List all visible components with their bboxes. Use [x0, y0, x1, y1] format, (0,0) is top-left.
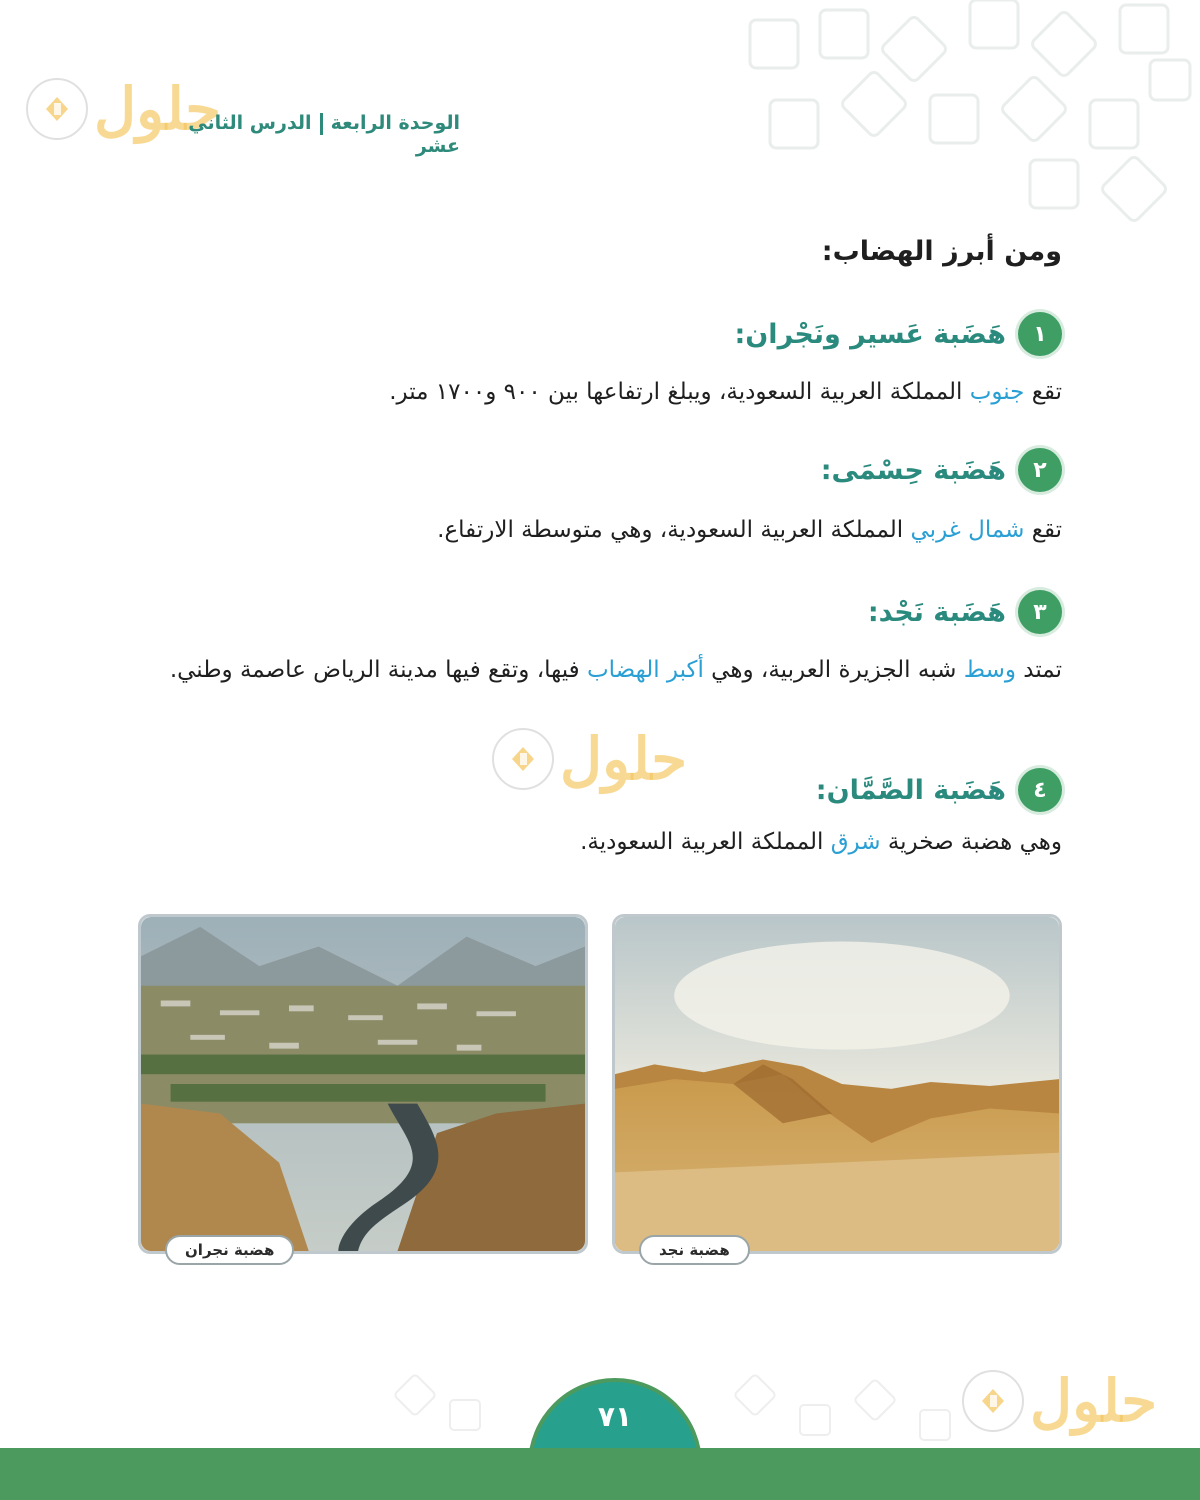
- size-highlight: أكبر الهضاب: [586, 657, 704, 683]
- desc-text: شبه الجزيرة العربية، وهي: [703, 657, 964, 683]
- photo-najd-plateau: [612, 914, 1062, 1259]
- unit-label: الوحدة الرابعة: [330, 112, 460, 134]
- plateau-name: هَضَبة حِسْمَى:: [820, 454, 1006, 486]
- plateau-name: هَضَبة الصَّمَّان:: [815, 774, 1006, 806]
- watermark-text: حلول: [1030, 1367, 1158, 1435]
- lesson-header: [140, 112, 460, 157]
- desc-text: تقع: [1024, 379, 1062, 405]
- desc-text: المملكة العربية السعودية.: [580, 829, 831, 855]
- watermark-book-icon: [26, 78, 88, 140]
- watermark-book-icon: [962, 1370, 1024, 1432]
- plateau-title-3: [868, 590, 1062, 634]
- plateau-title-2: [821, 448, 1062, 492]
- desc-text: تمتد: [1015, 657, 1062, 683]
- lesson-label: الدرس الثاني عشر: [188, 112, 460, 157]
- direction-highlight: جنوب: [969, 379, 1025, 405]
- number-badge: ٤: [1018, 768, 1062, 812]
- number-badge: ٣: [1018, 590, 1062, 634]
- desc-text: المملكة العربية السعودية، وهي متوسطة الارتفاع.: [437, 517, 911, 543]
- direction-highlight: شمال غربي: [910, 517, 1025, 543]
- photo-caption: هضبة نجد: [639, 1235, 750, 1265]
- najd-landscape-image: [615, 917, 1059, 1251]
- plateau-description-1: [132, 370, 1062, 415]
- plateau-description-4: [132, 820, 1062, 865]
- watermark-logo-middle: [492, 725, 688, 793]
- header-separator: [320, 113, 323, 135]
- watermark-logo-bottom: [962, 1367, 1158, 1435]
- desc-text: وهي هضبة صخرية: [880, 829, 1062, 855]
- photo-caption: هضبة نجران: [165, 1235, 294, 1265]
- section-intro: ومن أبرز الهضاب:: [821, 236, 1062, 267]
- plateau-name: هَضَبة عَسير ونَجْران:: [734, 318, 1006, 350]
- desc-text: المملكة العربية السعودية، ويبلغ ارتفاعها بين ٩٠٠ و١٧٠٠ متر.: [389, 379, 970, 405]
- plateau-description-2: [132, 508, 1062, 553]
- direction-highlight: شرق: [830, 829, 881, 855]
- desc-text: فيها، وتقع فيها مدينة الرياض عاصمة وطني.: [169, 657, 587, 683]
- watermark-book-icon: [492, 728, 554, 790]
- watermark-text: حلول: [560, 725, 688, 793]
- decorative-pattern-top: [730, 0, 1200, 230]
- footer-bar: [0, 1448, 1200, 1500]
- najran-landscape-image: [141, 917, 585, 1251]
- plateau-name: هَضَبة نَجْد:: [867, 596, 1006, 628]
- direction-highlight: وسط: [963, 657, 1016, 683]
- plateau-title-4: [816, 768, 1062, 812]
- plateau-description-3: [132, 648, 1062, 693]
- watermark-text: حلول: [94, 75, 222, 143]
- plateau-title-1: [734, 312, 1062, 356]
- page-number: ٧١: [597, 1400, 633, 1433]
- number-badge: ١: [1018, 312, 1062, 356]
- desc-text: تقع: [1024, 517, 1062, 543]
- number-badge: ٢: [1018, 448, 1062, 492]
- photo-najran-plateau: [138, 914, 588, 1259]
